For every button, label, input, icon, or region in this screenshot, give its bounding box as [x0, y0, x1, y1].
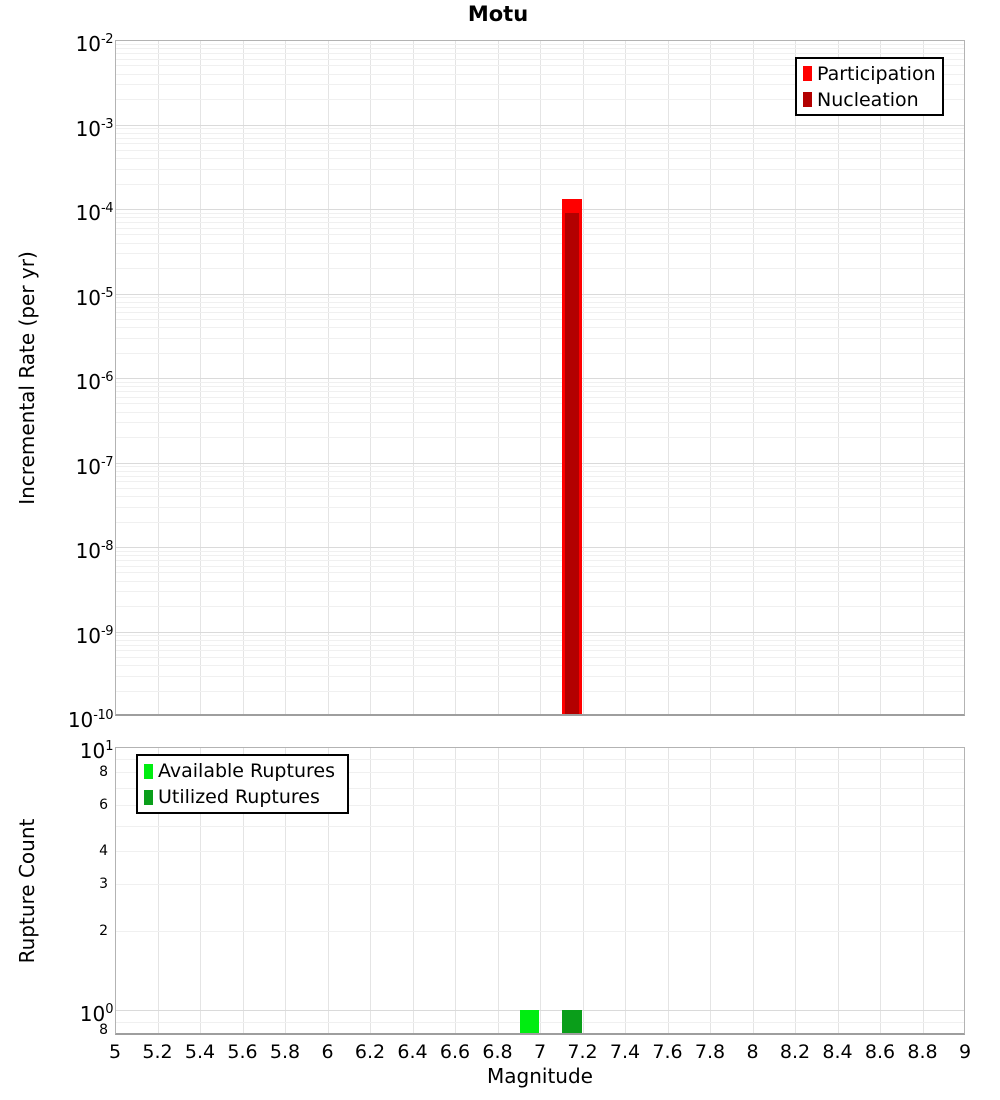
- y-tick-label: $10^{-4}$: [75, 201, 113, 225]
- vertical-gridline: [838, 748, 839, 1033]
- minor-gridline: [116, 319, 964, 320]
- vertical-gridline: [455, 748, 456, 1033]
- x-tick-label: 6.6: [439, 1041, 471, 1063]
- minor-gridline: [116, 884, 964, 885]
- minor-gridline: [116, 327, 964, 328]
- vertical-gridline: [540, 748, 541, 1033]
- major-gridline: [116, 1010, 964, 1011]
- utilized-ruptures-legend-marker: [144, 790, 153, 805]
- x-tick-label: 5: [108, 1041, 122, 1063]
- y-tick-label: $10^{-10}$: [67, 708, 113, 732]
- chart-title: Motu: [467, 2, 529, 26]
- y-tick-label: $10^1$: [79, 739, 113, 763]
- vertical-gridline: [880, 748, 881, 1033]
- y-tick-label: $10^{-6}$: [75, 370, 113, 394]
- minor-gridline: [116, 133, 964, 134]
- x-tick-label: 5.8: [269, 1041, 301, 1063]
- minor-gridline: [116, 222, 964, 223]
- minor-gridline: [116, 481, 964, 482]
- x-tick-label: 7.4: [609, 1041, 641, 1063]
- minor-gridline: [116, 640, 964, 641]
- minor-gridline: [116, 572, 964, 573]
- y-minor-tick-label: 2: [99, 922, 108, 939]
- minor-gridline: [116, 488, 964, 489]
- legend-item-available-ruptures: [144, 758, 341, 784]
- minor-gridline: [116, 566, 964, 567]
- available-ruptures-legend-marker: [144, 764, 153, 779]
- rate-legend: [795, 57, 944, 116]
- minor-gridline: [116, 591, 964, 592]
- minor-gridline: [116, 302, 964, 303]
- incremental-rate-panel: [115, 40, 965, 716]
- minor-gridline: [116, 466, 964, 467]
- minor-gridline: [116, 234, 964, 235]
- minor-gridline: [116, 581, 964, 582]
- minor-gridline: [116, 143, 964, 144]
- minor-gridline: [116, 851, 964, 852]
- minor-gridline: [116, 217, 964, 218]
- y-minor-tick-label: 4: [99, 843, 108, 860]
- x-tick-label: 7.2: [567, 1041, 598, 1063]
- minor-gridline: [116, 312, 964, 313]
- x-tick-label: 9: [958, 1041, 972, 1063]
- x-tick-label: 6.4: [397, 1041, 428, 1063]
- vertical-gridline: [625, 748, 626, 1033]
- minor-gridline: [116, 307, 964, 308]
- legend-label: Available Ruptures: [158, 760, 335, 782]
- y-tick-label: $10^{-7}$: [75, 454, 113, 479]
- major-gridline: [116, 378, 964, 379]
- available-ruptures-bar: [520, 1010, 539, 1033]
- minor-gridline: [116, 826, 964, 827]
- minor-gridline: [116, 645, 964, 646]
- legend-item-participation: [803, 61, 936, 87]
- y-tick-label: $10^0$: [79, 1001, 113, 1026]
- y-minor-tick-label: 3: [99, 876, 108, 893]
- y-tick-label: $10^{-8}$: [75, 539, 113, 563]
- x-tick-label: 6.8: [482, 1041, 513, 1063]
- x-tick-label: 6.2: [354, 1041, 386, 1063]
- minor-gridline: [116, 931, 964, 932]
- y-minor-tick-label: 6: [99, 797, 108, 814]
- minor-gridline: [116, 657, 964, 658]
- minor-gridline: [116, 412, 964, 413]
- x-tick-label: 8.4: [822, 1041, 853, 1063]
- minor-gridline: [116, 53, 964, 54]
- minor-gridline: [116, 353, 964, 354]
- major-gridline: [116, 209, 964, 210]
- vertical-gridline: [370, 748, 371, 1033]
- x-tick-label: 5.4: [184, 1041, 216, 1063]
- legend-item-utilized-ruptures: [144, 784, 341, 810]
- minor-gridline: [116, 253, 964, 254]
- minor-gridline: [116, 386, 964, 387]
- legend-label: Nucleation: [817, 88, 919, 111]
- minor-gridline: [116, 437, 964, 438]
- nucleation-bar: [565, 213, 579, 714]
- vertical-gridline: [795, 748, 796, 1033]
- vertical-gridline: [498, 748, 499, 1033]
- y-minor-tick-label: 8: [99, 764, 108, 781]
- x-tick-label: 8.2: [779, 1041, 811, 1063]
- y-tick-label: $10^{-3}$: [75, 116, 113, 141]
- participation-legend-marker: [803, 66, 812, 81]
- x-tick-label: 7.6: [652, 1041, 683, 1063]
- y-axis-label-incremental-rate: Incremental Rate (per yr): [15, 251, 39, 505]
- legend-label: Utilized Ruptures: [158, 786, 320, 808]
- minor-gridline: [116, 606, 964, 607]
- x-tick-label: 5.6: [227, 1041, 258, 1063]
- x-tick-label: 6: [321, 1041, 334, 1063]
- minor-gridline: [116, 471, 964, 472]
- minor-gridline: [116, 422, 964, 423]
- major-gridline: [116, 294, 964, 295]
- x-tick-label: 8.6: [864, 1041, 896, 1063]
- utilized-ruptures-bar: [562, 1010, 581, 1033]
- minor-gridline: [116, 691, 964, 692]
- vertical-gridline: [753, 748, 754, 1033]
- major-gridline: [116, 463, 964, 464]
- x-tick-label: 8: [746, 1041, 759, 1063]
- vertical-gridline: [710, 748, 711, 1033]
- minor-gridline: [116, 169, 964, 170]
- minor-gridline: [116, 138, 964, 139]
- legend-item-nucleation: [803, 87, 936, 113]
- minor-gridline: [116, 268, 964, 269]
- minor-gridline: [116, 496, 964, 497]
- y-minor-tick-label: 8: [99, 1022, 108, 1038]
- minor-gridline: [116, 476, 964, 477]
- minor-gridline: [116, 150, 964, 151]
- minor-gridline: [116, 243, 964, 244]
- minor-gridline: [116, 650, 964, 651]
- minor-gridline: [116, 382, 964, 383]
- minor-gridline: [116, 551, 964, 552]
- x-tick-label: 5.2: [142, 1041, 173, 1063]
- x-tick-label: 7: [533, 1041, 547, 1063]
- minor-gridline: [116, 184, 964, 185]
- vertical-gridline: [923, 748, 924, 1033]
- minor-gridline: [116, 555, 964, 556]
- y-axis-label-rupture-count: Rupture Count: [15, 818, 39, 964]
- minor-gridline: [116, 297, 964, 298]
- y-tick-label: $10^{-9}$: [75, 623, 113, 648]
- major-gridline: [116, 547, 964, 548]
- minor-gridline: [116, 338, 964, 339]
- minor-gridline: [116, 44, 964, 45]
- minor-gridline: [116, 676, 964, 677]
- count-legend: [136, 754, 349, 814]
- y-tick-label: $10^{-2}$: [75, 32, 113, 56]
- minor-gridline: [116, 213, 964, 214]
- minor-gridline: [116, 403, 964, 404]
- legend-label: Participation: [817, 62, 936, 85]
- minor-gridline: [116, 665, 964, 666]
- x-tick-label: 7.8: [694, 1041, 726, 1063]
- minor-gridline: [116, 522, 964, 523]
- x-tick-label: 8.8: [907, 1041, 938, 1063]
- vertical-gridline: [583, 748, 584, 1033]
- nucleation-legend-marker: [803, 92, 812, 107]
- minor-gridline: [116, 128, 964, 129]
- minor-gridline: [116, 228, 964, 229]
- vertical-gridline: [413, 748, 414, 1033]
- minor-gridline: [116, 397, 964, 398]
- minor-gridline: [116, 560, 964, 561]
- minor-gridline: [116, 1022, 964, 1023]
- minor-gridline: [116, 507, 964, 508]
- vertical-gridline: [668, 748, 669, 1033]
- minor-gridline: [116, 48, 964, 49]
- y-tick-label: $10^{-5}$: [75, 285, 113, 310]
- minor-gridline: [116, 391, 964, 392]
- major-gridline: [116, 632, 964, 633]
- minor-gridline: [116, 158, 964, 159]
- major-gridline: [116, 125, 964, 126]
- x-axis-label-magnitude: Magnitude: [487, 1064, 593, 1088]
- minor-gridline: [116, 635, 964, 636]
